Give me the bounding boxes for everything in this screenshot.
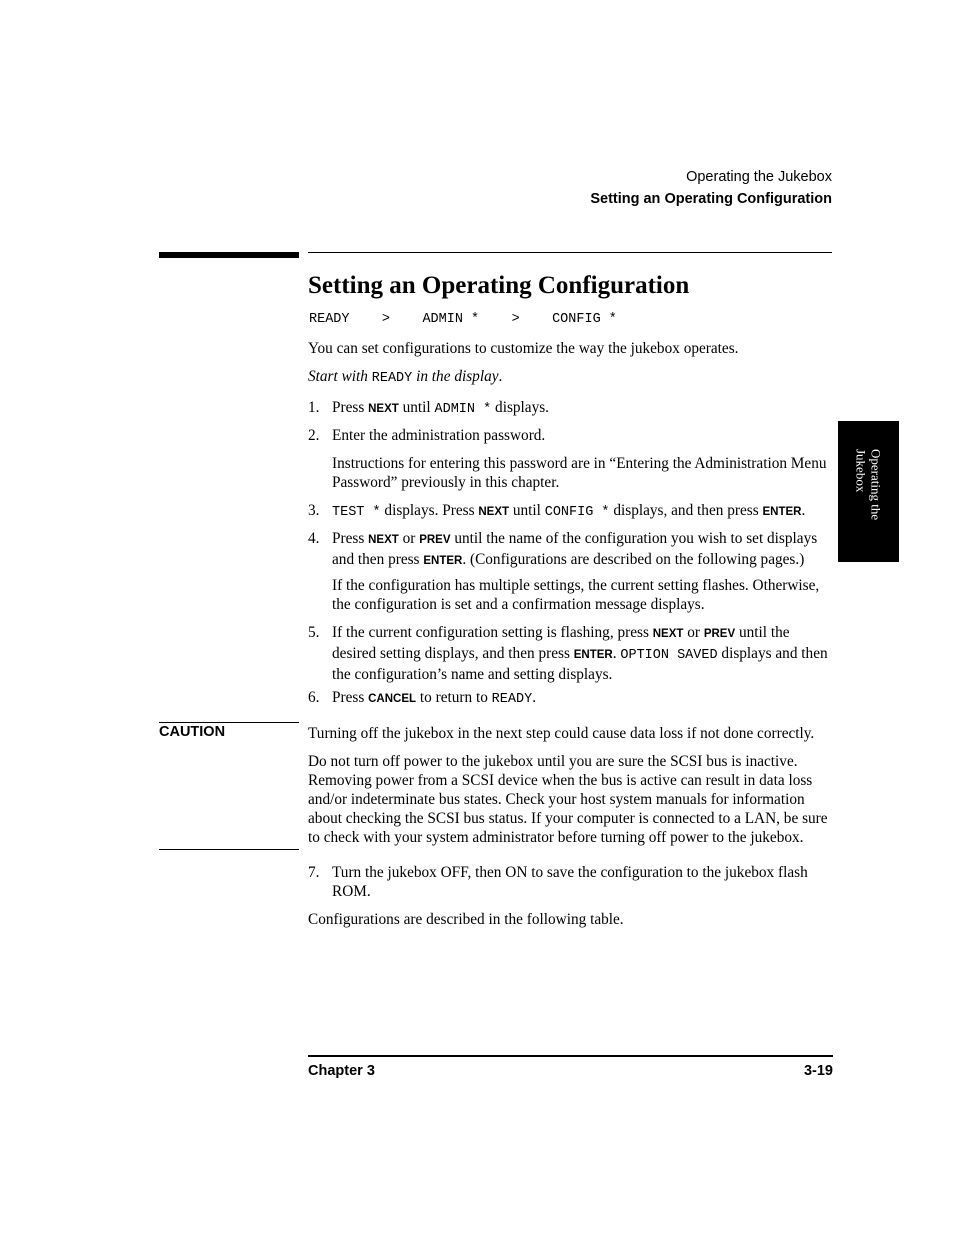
- display-code: ADMIN *: [434, 402, 492, 417]
- step-number: 4.: [308, 530, 320, 547]
- display-code: READY: [371, 371, 413, 386]
- menu-path-separator: >: [381, 312, 391, 327]
- caution-label: CAUTION: [159, 724, 226, 740]
- step-number: 7.: [308, 864, 320, 881]
- footer-page-number: 3-19: [803, 1063, 833, 1079]
- step-2-note: Instructions for entering this password are in “Entering the Administration Menu Password” previously in this chapter.: [332, 455, 827, 491]
- running-header-chapter: Operating the Jukebox: [686, 169, 832, 185]
- step-2: Enter the administration password.: [332, 427, 546, 444]
- step-7: Turn the jukebox OFF, then ON to save the configuration to the jukebox flash ROM.: [332, 864, 808, 900]
- top-rule: [308, 252, 832, 253]
- display-code: READY: [491, 692, 533, 707]
- key-next: NEXT: [368, 534, 399, 546]
- start-instruction: Start with READY in the display.: [308, 368, 503, 386]
- step-4-note: If the configuration has multiple settings, the current setting flashes. Otherwise, the configuration is set and a confirmation message displays.: [332, 577, 820, 613]
- menu-path: [309, 312, 617, 327]
- step-number: 6.: [308, 689, 320, 706]
- chapter-thumb-tab: [838, 421, 899, 562]
- display-code: OPTION SAVED: [620, 648, 718, 663]
- step-5: If the current configuration setting is flashing, press NEXT or PREV until the desired setting displays, and then press ENTER. OPTION SAVED displays and then the configuration’s name and setting displays.: [332, 624, 828, 683]
- running-header-section: Setting an Operating Configuration: [590, 191, 832, 207]
- running-header: [590, 166, 832, 210]
- menu-path-admin: ADMIN *: [422, 312, 480, 327]
- key-cancel: CANCEL: [368, 693, 417, 705]
- display-code: CONFIG *: [544, 505, 610, 520]
- menu-path-ready: READY: [309, 312, 350, 327]
- menu-path-separator: >: [511, 312, 520, 327]
- key-next: NEXT: [368, 403, 399, 415]
- closing-paragraph: Configurations are described in the following table.: [308, 911, 624, 928]
- caution-rule-top: [159, 722, 299, 723]
- caution-rule-bottom: [159, 849, 299, 850]
- page-title: Setting an Operating Configuration: [308, 272, 690, 299]
- step-number: 3.: [308, 502, 320, 519]
- step-4: Press NEXT or PREV until the name of the configuration you wish to set displays and then press ENTER. (Configurations are described on the following pages.): [332, 530, 818, 568]
- caution-summary: Turning off the jukebox in the next step could cause data loss if not done correctly.: [308, 725, 815, 742]
- step-6: Press CANCEL to return to READY.: [332, 689, 537, 707]
- footer-chapter: Chapter 3: [308, 1063, 375, 1079]
- step-number: 1.: [308, 399, 320, 416]
- menu-path-config: CONFIG *: [552, 312, 617, 327]
- footer-rule: [308, 1055, 833, 1057]
- key-next: NEXT: [478, 506, 510, 518]
- step-number: 2.: [308, 427, 320, 444]
- caution-body: Do not turn off power to the jukebox until you are sure the SCSI bus is inactive. Removing power from a SCSI device when the bus is active can result in data loss and/or indeterminate bus states. Check your host system manuals for information about checking the SCSI bus status. If your computer is connected to a LAN, be sure to check with your system administrator before turning off power to the jukebox.: [308, 753, 828, 846]
- display-code: TEST *: [332, 505, 381, 520]
- key-prev: PREV: [703, 628, 736, 640]
- key-next: NEXT: [652, 628, 684, 640]
- key-prev: PREV: [419, 534, 451, 546]
- step-3: TEST * displays. Press NEXT until CONFIG * displays, and then press ENTER.: [332, 502, 806, 520]
- step-1: Press NEXT until ADMIN * displays.: [332, 399, 550, 417]
- left-thick-rule: [159, 252, 299, 258]
- step-number: 5.: [308, 624, 320, 641]
- key-enter: ENTER: [762, 506, 802, 518]
- intro-paragraph: You can set configurations to customize the way the jukebox operates.: [308, 340, 739, 357]
- thumb-tab-label: Operating the Jukebox: [853, 449, 884, 521]
- key-enter: ENTER: [423, 555, 463, 567]
- key-enter: ENTER: [573, 649, 613, 661]
